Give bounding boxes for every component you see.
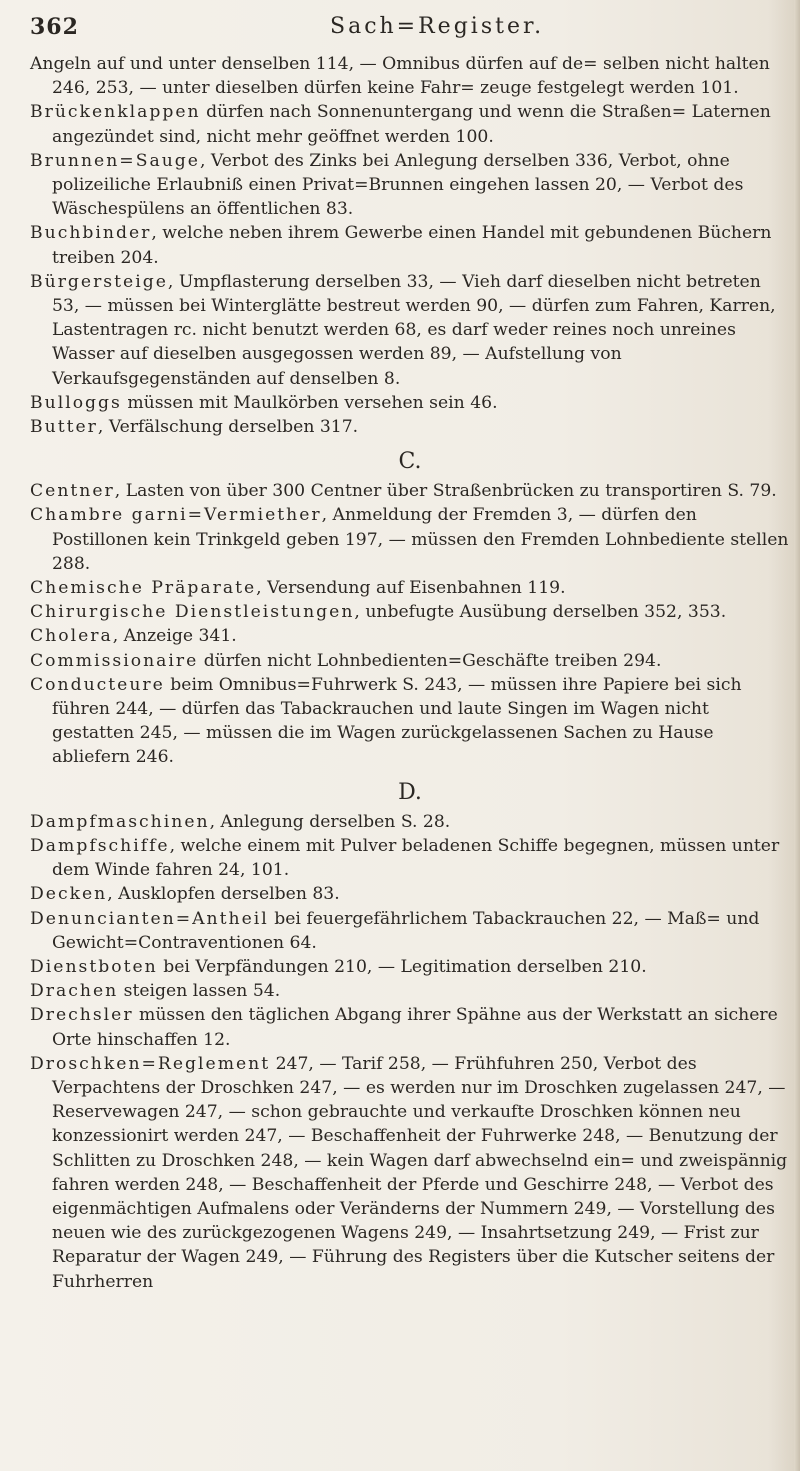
- page-edge: [794, 0, 800, 1471]
- index-entry: [30, 415, 790, 439]
- index-entry: [30, 624, 790, 648]
- index-entry: [30, 600, 790, 624]
- entry-headword: Brückenklappen: [30, 102, 201, 123]
- index-entry: [30, 100, 790, 148]
- entry-headword: Dampfmaschinen: [30, 811, 210, 832]
- entry-text: , Ausklopfen derselben 83.: [107, 884, 340, 905]
- index-body: [30, 52, 790, 1294]
- entry-text: , Anzeige 341.: [112, 626, 237, 647]
- entry-text: müssen mit Maulkörben versehen sein 46.: [121, 392, 498, 413]
- running-title: Sach=Register.: [330, 14, 545, 39]
- entry-headword: Centner: [30, 481, 115, 502]
- entry-text: müssen den täglichen Abgang ihrer Spähne aus der Werkstatt an sichere Orte hinschaffen 12.: [52, 1005, 778, 1050]
- page-number: 362: [30, 14, 79, 40]
- entry-text: bei Verpfändungen 210, — Legitimation derselben 210.: [157, 956, 647, 977]
- entry-headword: Brunnen=Sauge: [30, 150, 200, 171]
- entry-text: , Lasten von über 300 Centner über Straßenbrücken zu transportiren S. 79.: [114, 481, 777, 502]
- entry-text: beim Omnibus=Fuhrwerk S. 243, — müssen ihre Papiere bei sich führen 244, — dürfen das Tabackrauchen und laute Singen im Wagen nicht gestatten 245, — müssen die im Wagen zurückgelassenen Sachen zu Hause abliefern 246.: [52, 674, 742, 768]
- entry-headword: Chirurgische Dienstleistungen: [30, 602, 355, 623]
- entry-text: , Verbot des Zinks bei Anlegung derselben 336, Verbot, ohne polizeiliche Erlaubniß einen Privat=Brunnen eingehen lassen 20, — Verbot des Wäschespülens an öffentlichen 83.: [52, 150, 744, 220]
- entry-headword: Commissionaire: [30, 650, 199, 671]
- entry-headword: Dampfschiffe: [30, 835, 170, 856]
- entry-text: , Umpflasterung derselben 33, — Vieh darf dieselben nicht betreten 53, — müssen bei Winterglätte bestreut werden 90, — dürfen zum Fahren, Karren, Lastentragen rc. nicht benutzt werden 68, es darf weder reines noch unreines Wasser auf dieselben ausgegossen werden 89, — Aufstellung von Verkaufsgegenständen auf denselben 8.: [52, 271, 776, 389]
- page-header: [30, 14, 770, 44]
- entry-headword: Dienstboten: [30, 956, 158, 977]
- index-entry: [30, 882, 790, 906]
- index-entry: [30, 149, 790, 222]
- index-entry: [30, 391, 790, 415]
- entry-headword: Chemische Präparate: [30, 578, 257, 599]
- entry-text: , welche einem mit Pulver beladenen Schiffe begegnen, müssen unter dem Winde fahren 24, 101.: [52, 835, 780, 881]
- entry-text: dürfen nicht Lohnbedienten=Geschäfte treiben 294.: [198, 650, 662, 671]
- entry-text: , Anmeldung der Fremden 3, — dürfen den Postillonen kein Trinkgeld geben 197, — müssen den Fremden Lohnbediente stellen 288.: [52, 505, 789, 574]
- index-entry: [30, 52, 790, 100]
- entry-headword: Conducteure: [30, 674, 165, 695]
- entry-headword: Denuncianten=Antheil: [30, 908, 269, 929]
- entry-text: , Anlegung derselben S. 28.: [209, 811, 451, 832]
- index-entry: [30, 834, 790, 882]
- index-entry: [30, 907, 790, 955]
- entry-headword: Drechsler: [30, 1005, 134, 1026]
- entry-text: 247, — Tarif 258, — Frühfuhren 250, Verbot des Verpachtens der Droschken 247, — es werden nur im Droschken zugelassen 247, — Reservewagen 247, — schon gebrauchte und verkaufte Droschken können neu konzessionirt werden 247, — Beschaffenheit der Fuhrwerke 248, — Benutzung der Schlitten zu Droschken 248, — kein Wagen darf abwechselnd ein= und zweispännig fahren werden 248, — Beschaffenheit der Pferde und Geschirre 248, — Verbot des eigenmächtigen Aufmalens oder Veränderns der Nummern 249, — Vorstellung des neuen wie des zurückgezogenen Wagens 249, — Insahrtsetzung 249, — Frist zur Reparatur der Wagen 249, — Führung des Registers über die Kutscher seitens der Fuhrherren: [52, 1053, 788, 1292]
- entry-headword: Decken: [30, 884, 108, 905]
- entry-text: , Verfälschung derselben 317.: [97, 417, 359, 438]
- section-letter: C.: [398, 449, 422, 475]
- entry-text: , Versendung auf Eisenbahnen 119.: [256, 578, 566, 599]
- entry-text: , welche neben ihrem Gewerbe einen Handel mit gebundenen Büchern treiben 204.: [52, 223, 772, 268]
- entry-text: steigen lassen 54.: [118, 981, 281, 1002]
- index-entry: [30, 649, 790, 673]
- index-entry: [30, 1052, 790, 1294]
- entry-headword: Buchbinder: [30, 223, 152, 244]
- index-entry: [30, 503, 790, 576]
- entry-headword: Cholera: [30, 626, 113, 647]
- entry-text: Angeln auf und unter denselben 114, — Omnibus dürfen auf de= selben nicht halten 246, 253, — unter dieselben dürfen keine Fahr= zeuge festgelegt werden 101.: [30, 54, 770, 99]
- entry-headword: Bürgersteige: [30, 271, 168, 292]
- index-entry: [30, 221, 790, 269]
- entry-headword: Drachen: [30, 981, 119, 1002]
- entry-headword: Bulloggs: [30, 392, 122, 413]
- index-entry: [30, 479, 790, 503]
- index-entry: [30, 673, 790, 770]
- entry-text: dürfen nach Sonnenuntergang und wenn die Straßen= Laternen angezündet sind, nicht mehr geöffnet werden 100.: [52, 102, 771, 147]
- entry-headword: Chambre garni=Vermiether: [30, 505, 322, 526]
- entry-text: bei feuergefährlichem Tabackrauchen 22, — Maß= und Gewicht=Contraventionen 64.: [52, 908, 760, 953]
- entry-headword: Droschken=Reglement: [30, 1053, 271, 1074]
- section-letter: D.: [398, 779, 422, 805]
- index-entry: [30, 1003, 790, 1051]
- index-entry: [30, 955, 790, 979]
- index-entry: [30, 979, 790, 1003]
- entry-headword: Butter: [30, 417, 98, 438]
- index-entry: [30, 270, 790, 391]
- index-entry: [30, 576, 790, 600]
- entry-text: , unbefugte Ausübung derselben 352, 353.: [354, 602, 727, 623]
- index-entry: [30, 810, 790, 834]
